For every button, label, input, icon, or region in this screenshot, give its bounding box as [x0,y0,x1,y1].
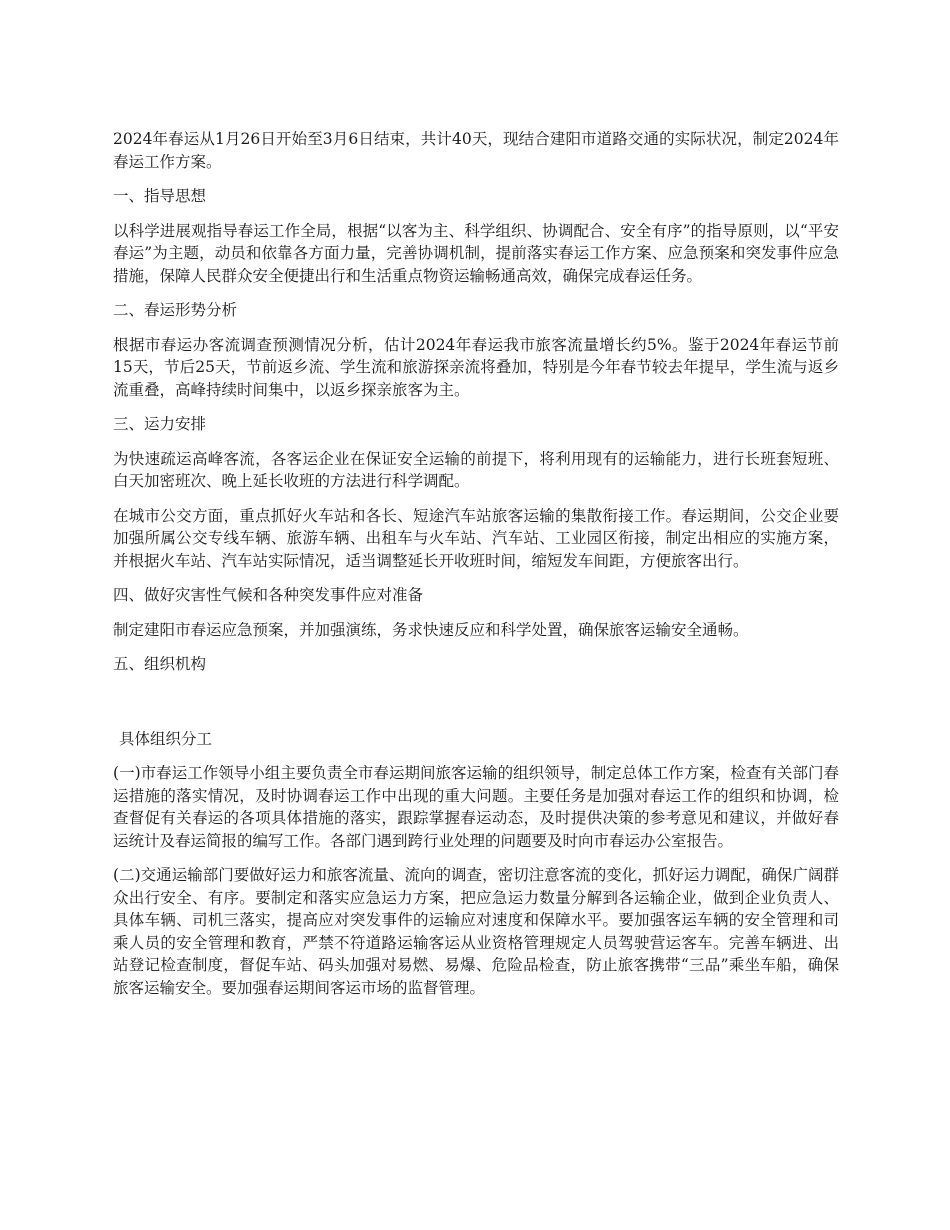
division-paragraph: (一)市春运工作领导小组主要负责全市春运期间旅客运输的组织领导，制定总体工作方案，检查有关部门春运措施的落实情况，及时协调春运工作中出现的重大问题。主要任务是加强对春运工作的组织和协调，检查督促有关春运的各项具体措施的落实，跟踪掌握春运动态，及时提供决策的参考意见和建议，并做好春运统计及春运简报的编写工作。各部门遇到跨行业处理的问题要及时向市春运办公室报告。 [113,764,839,850]
sub-heading-division-of-work: 具体组织分工 [119,729,213,748]
section-paragraph: 为快速疏运高峰客流，各客运企业在保证安全运输的前提下，将利用现有的运输能力，进行长班套短班、白天加密班次、晚上延长收班的方法进行科学调配。 [113,449,839,490]
section-heading-guiding-ideology: 一、指导思想 [113,187,207,205]
section-heading-emergency-preparation: 四、做好灾害性气候和各种突发事件应对准备 [113,586,424,604]
blank-space [113,688,839,728]
document-body [113,128,839,1011]
section-paragraph: 根据市春运办客流调查预测情况分析，估计2024年春运我市旅客流量增长约5%。鉴于2024年春运节前15天，节后25天，节前返乡流、学生流和旅游探亲流将叠加，特别是今年春节较去年提早，学生流与返乡流重叠，高峰持续时间集中，以返乡探亲旅客为主。 [113,335,839,399]
section-paragraph: 以科学进展观指导春运工作全局，根据“以客为主、科学组织、协调配合、安全有序”的指导原则，以“平安春运”为主题，动员和依靠各方面力量，完善协调机制，提前落实春运工作方案、应急预案和突发事件应急措施，保障人民群众安全便捷出行和生活重点物资运输畅通高效，确保完成春运任务。 [113,221,839,285]
section-paragraph: 在城市公交方面，重点抓好火车站和各长、短途汽车站旅客运输的集散衔接工作。春运期间，公交企业要加强所属公交专线车辆、旅游车辆、出租车与火车站、汽车站、工业园区衔接，制定出相应的实施方案，并根据火车站、汽车站实际情况，适当调整延长开收班时间，缩短发车间距，方便旅客出行。 [113,506,839,570]
section-heading-capacity-arrangement: 三、运力安排 [113,415,207,433]
section-heading-organization: 五、组织机构 [113,655,207,673]
section-heading-situation-analysis: 二、春运形势分析 [113,301,238,319]
intro-paragraph: 2024年春运从1月26日开始至3月6日结束，共计40天，现结合建阳市道路交通的实际状况，制定2024年春运工作方案。 [113,130,839,171]
division-paragraph: (二)交通运输部门要做好运力和旅客流量、流向的调查，密切注意客流的变化，抓好运力调配，确保广阔群众出行安全、有序。要制定和落实应急运力方案，把应急运力数量分解到各运输企业，做到企业负责人、具体车辆、司机三落实，提高应对突发事件的运输应对速度和保障水平。要加强客运车辆的安全管理和司乘人员的安全管理和教育，严禁不符道路运输客运从业资格管理规定人员驾驶营运客车。完善车辆进、出站登记检查制度，督促车站、码头加强对易燃、易爆、危险品检查，防止旅客携带“三品”乘坐车船，确保旅客运输安全。要加强春运期间客运市场的监督管理。 [113,866,839,997]
section-paragraph: 制定建阳市春运应急预案，并加强演练，务求快速反应和科学处置，确保旅客运输安全通畅。 [113,620,749,639]
